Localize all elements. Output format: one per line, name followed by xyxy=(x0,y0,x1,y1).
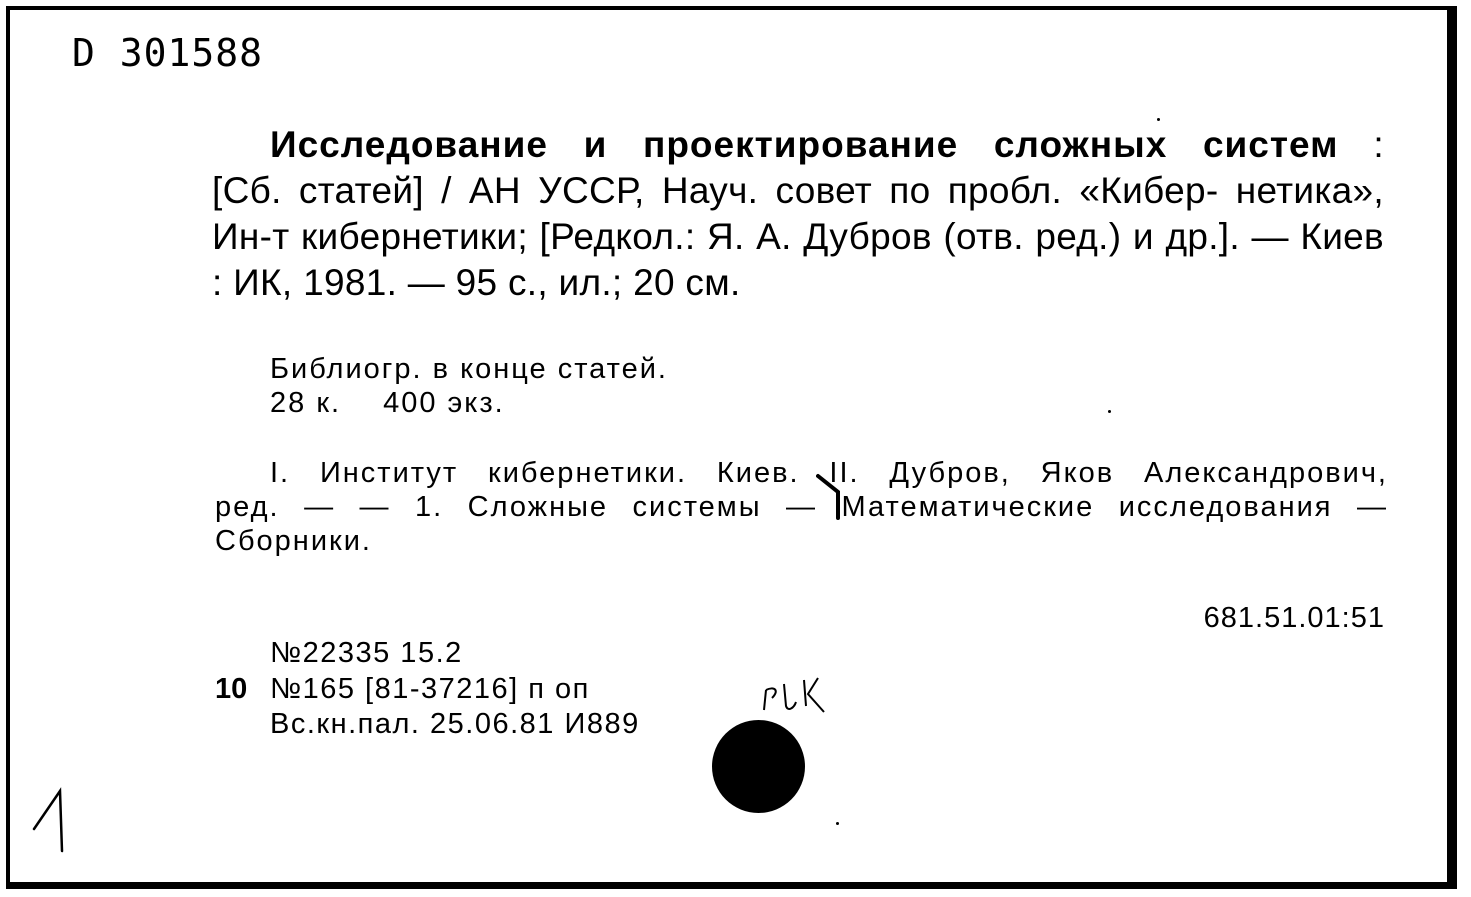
description-line1: [Сб. статей] / АН УССР, Науч. совет по пробл. «Кибер- xyxy=(212,170,1219,211)
speck xyxy=(1108,410,1111,413)
udc-number: 681.51.01:51 xyxy=(1203,602,1385,634)
price: 28 к. xyxy=(270,387,342,419)
tracing-line-2: ред. — — 1. Сложные системы — Математические исследования — xyxy=(215,491,1388,523)
checkmark-icon xyxy=(816,468,846,520)
title-separator: : xyxy=(1338,124,1384,165)
price-copies-line xyxy=(270,386,505,420)
title: Исследование и проектирование сложных систем xyxy=(270,124,1339,165)
description-body: нетика», Ин-т кибернетики; [Редкол.: Я. А. Дубров (отв. ред.) и др.]. — Киев : ИК, 1981. — 95 с., ил.; 20 см. xyxy=(212,170,1384,303)
tracing-line-3: Сборники. xyxy=(215,525,372,557)
handwritten-one-icon xyxy=(30,785,70,855)
card-id: D 301588 xyxy=(72,31,264,75)
speck xyxy=(836,822,839,825)
bibliography-note: Библиогр. в конце статей. xyxy=(270,353,668,385)
bibliographic-description xyxy=(212,122,1384,306)
punch-hole xyxy=(712,720,805,813)
handwritten-initials-icon xyxy=(758,672,834,718)
accession-line-3: Вс.кн.пал. 25.06.81 И889 xyxy=(270,708,640,740)
accession-prefix: 10 xyxy=(215,673,248,705)
tracings xyxy=(215,456,1388,558)
speck xyxy=(1157,118,1160,121)
tracing-line-1: I. Институт кибернетики. Киев. II. Дубров, Яков Александрович, xyxy=(270,457,1388,489)
accession-line-1: №22335 15.2 xyxy=(270,637,463,669)
accession-line-2: №165 [81-37216] п оп xyxy=(270,673,590,705)
copies: 400 экз. xyxy=(383,387,505,419)
description-first-line xyxy=(212,122,1384,168)
